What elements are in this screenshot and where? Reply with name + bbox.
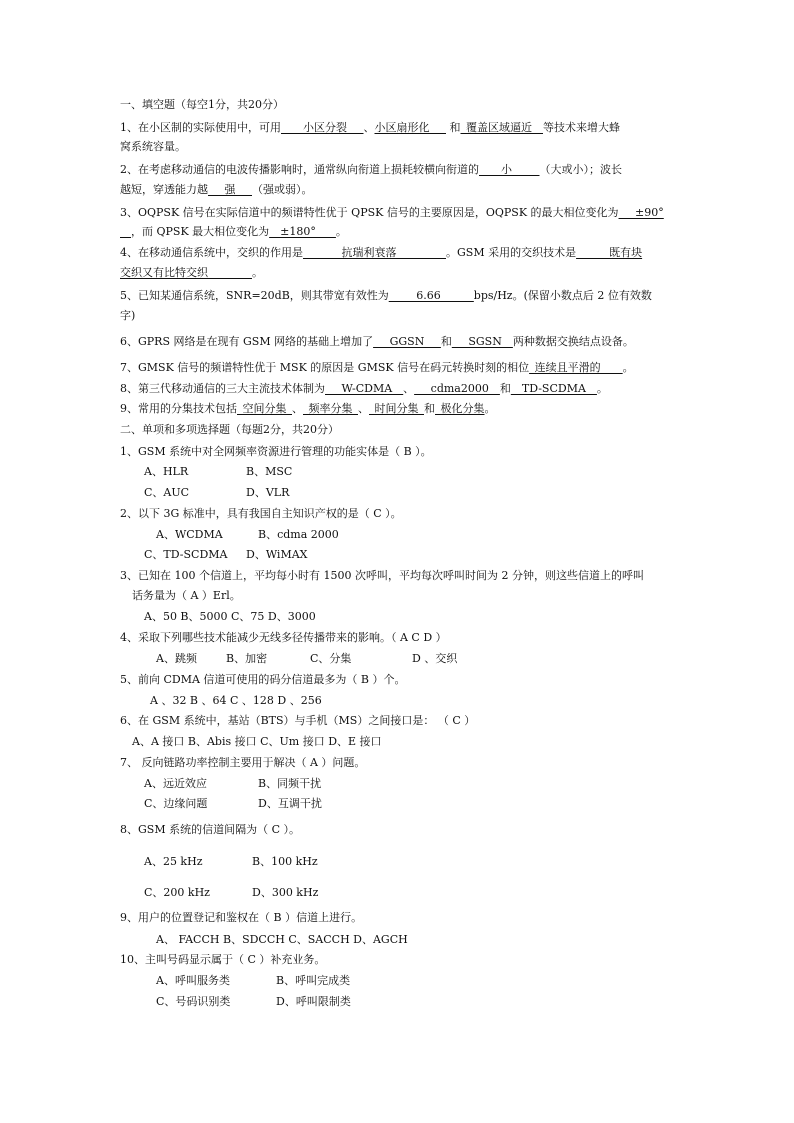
q8-answer2: ___cdma2000__ <box>414 382 500 395</box>
q3-line1: 3、OQPSK 信号在实际信道中的频谱特性优于 QPSK 信号的主要原因是，OQPSK 的最大相位变化为___±90° <box>120 206 664 219</box>
q8-line: 8、第三代移动通信的三大主流技术体制为___W-CDMA__、___cdma2000__和__TD-SCDMA__。 <box>120 382 608 395</box>
mc8-option-b: B、100 kHz <box>252 855 318 868</box>
mc9-options: A、 FACCH B、SDCCH C、SACCH D、AGCH <box>156 933 408 946</box>
q2-answer2: ___强___ <box>208 183 252 196</box>
mc2-option-c: C、TD-SCDMA <box>144 548 228 561</box>
mc2-option-b: B、cdma 2000 <box>258 528 339 541</box>
q5-answer: _____6.66______ <box>388 289 474 302</box>
q9-answer4: _极化分集 <box>435 402 485 415</box>
mc2-option-d: D、WiMAX <box>246 548 308 561</box>
mc7-option-c: C、边缘问题 <box>144 797 208 810</box>
mc4-option-d: D 、交织 <box>412 652 458 665</box>
mc9-stem: 9、用户的位置登记和鉴权在（ B ）信道上进行。 <box>120 911 363 924</box>
q2-line1: 2、在考虑移动通信的电波传播影响时，通常纵向衔道上损耗较横向衔道的____小_____（大或小）；波长 <box>120 163 622 176</box>
mc1-option-b: B、MSC <box>246 465 293 478</box>
q1-answer2: 小区扇形化___ <box>374 121 446 134</box>
mc3-stem-line2: 话务量为（ A ）Erl。 <box>132 589 241 602</box>
q8-answer1: ___W-CDMA__ <box>325 382 404 395</box>
q8-answer3: __TD-SCDMA__ <box>510 382 597 395</box>
mc5-stem: 5、前向 CDMA 信道可使用的码分信道最多为（ B ）个。 <box>120 673 406 686</box>
mc10-option-c: C、号码识别类 <box>156 995 231 1008</box>
mc10-option-d: D、呼叫限制类 <box>276 995 351 1008</box>
q6-answer1: ___GGSN___ <box>373 335 441 348</box>
q3-line2: __，而 QPSK 最大相位变化为__±180° ___。 <box>120 225 347 238</box>
mc8-option-a: A、25 kHz <box>144 855 203 868</box>
mc5-options: A 、32 B 、64 C 、128 D 、256 <box>150 694 322 707</box>
mc10-option-b: B、呼叫完成类 <box>276 974 351 987</box>
mc10-stem: 10、主叫号码显示属于（ C ）补充业务。 <box>120 953 326 966</box>
q6-answer2: ___SGSN__ <box>451 335 513 348</box>
mc8-option-d: D、300 kHz <box>252 886 319 899</box>
q1-answer3: _覆盖区域逼近__ <box>460 121 543 134</box>
mc4-option-c: C、分集 <box>310 652 352 665</box>
section1-heading: 一、填空题（每空1分，共20分） <box>120 98 284 111</box>
q1-line1: 1、在小区制的实际使用中，可用____小区分裂___、小区扇形化___ 和_覆盖区域逼近__等技术来增大蜂 <box>120 121 620 134</box>
mc3-stem-line1: 3、已知在 100 个信道上，平均每小时有 1500 次呼叫，平均每次呼叫时间为 2 分钟，则这些信道上的呼叫 <box>120 569 644 582</box>
q7-answer: _连续且平滑的____ <box>529 361 623 374</box>
q5-line1: 5、已知某通信系统，SNR=20dB，则其带宽有效性为_____6.66______bps/Hz。(保留小数点后 2 位有效数 <box>120 289 652 302</box>
mc7-option-d: D、互调干扰 <box>258 797 322 810</box>
mc7-option-b: B、同频干扰 <box>258 777 322 790</box>
q3-answer2: __±180° ___ <box>269 225 336 238</box>
mc2-option-a: A、WCDMA <box>156 528 223 541</box>
mc7-stem: 7、 反向链路功率控制主要用于解决（ A ）问题。 <box>120 756 366 769</box>
q4-line1: 4、在移动通信系统中，交织的作用是_______抗瑞利衰落_________。GSM 采用的交织技术是______既有块 <box>120 246 643 259</box>
mc6-stem: 6、在 GSM 系统中，基站（BTS）与手机（MS）之间接口是： （ C ） <box>120 714 476 727</box>
mc1-option-d: D、VLR <box>246 486 290 499</box>
q9-answer1: _空间分集_ <box>237 402 292 415</box>
mc4-option-a: A、跳频 <box>156 652 197 665</box>
mc7-option-a: A、远近效应 <box>144 777 207 790</box>
mc10-option-a: A、呼叫服务类 <box>156 974 230 987</box>
mc1-stem: 1、GSM 系统中对全网频率资源进行管理的功能实体是（ B ）。 <box>120 445 432 458</box>
q1-line2: 窝系统容量。 <box>120 140 186 153</box>
mc1-option-a: A、HLR <box>144 465 189 478</box>
mc1-option-c: C、AUC <box>144 486 190 499</box>
q9-answer2: _频率分集_ <box>303 402 358 415</box>
q3-answer1: ___±90° <box>618 206 664 219</box>
q4-answer2: ______既有块 <box>576 246 643 259</box>
q5-line2: 字) <box>120 309 136 322</box>
mc2-stem: 2、以下 3G 标准中，具有我国自主知识产权的是（ C ）。 <box>120 507 402 520</box>
q4-answer1: _______抗瑞利衰落_________ <box>303 246 446 259</box>
q7-line: 7、GMSK 信号的频谱特性优于 MSK 的原因是 GMSK 信号在码元转换时刻的相位_连续且平滑的____。 <box>120 361 634 374</box>
q2-answer1: ____小_____ <box>479 163 540 176</box>
mc6-options: A、A 接口 B、Abis 接口 C、Um 接口 D、E 接口 <box>132 735 382 748</box>
mc8-stem: 8、GSM 系统的信道间隔为（ C ）。 <box>120 823 300 836</box>
q1-answer1: ____小区分裂___ <box>281 121 364 134</box>
mc4-stem: 4、采取下列哪些技术能减少无线多径传播带来的影响。（ A C D ） <box>120 631 447 644</box>
mc8-option-c: C、200 kHz <box>144 886 210 899</box>
q9-line: 9、常用的分集技术包括_空间分集_、_频率分集_、_时间分集_和_极化分集。 <box>120 402 496 415</box>
q2-line2: 越短，穿透能力越___强___（强或弱）。 <box>120 183 313 196</box>
q4-line2: 交织又有比特交织________。 <box>120 266 263 279</box>
q6-line: 6、GPRS 网络是在现有 GSM 网络的基础上增加了___GGSN___和___SGSN__两种数据交换结点设备。 <box>120 335 634 348</box>
mc3-options: A、50 B、5000 C、75 D、3000 <box>144 610 316 623</box>
section2-heading: 二、单项和多项选择题（每题2分，共20分） <box>120 423 339 436</box>
q9-answer3: _时间分集_ <box>369 402 424 415</box>
mc4-option-b: B、加密 <box>226 652 268 665</box>
